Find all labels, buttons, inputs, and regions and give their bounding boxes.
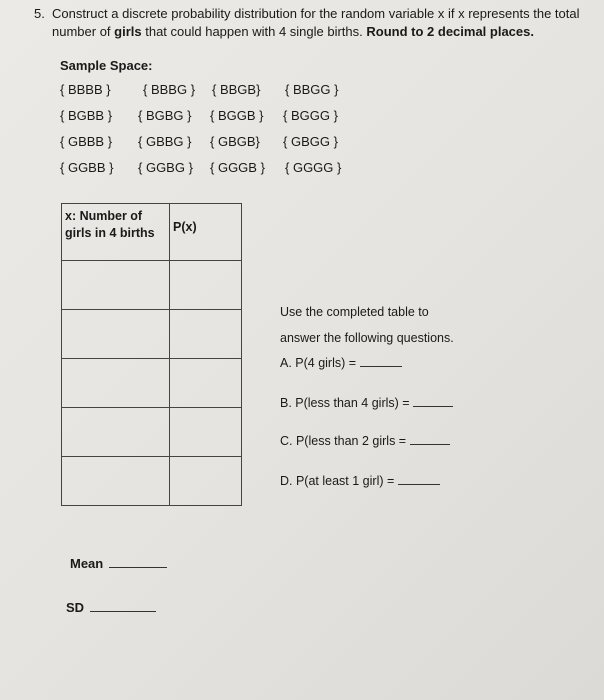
answer-c-blank[interactable]: [410, 444, 450, 445]
questions-intro-line2: answer the following questions.: [280, 331, 454, 345]
sample-space-label: Sample Space:: [60, 58, 153, 73]
answer-a-blank[interactable]: [360, 366, 402, 367]
question-text-bold-round: Round to 2 decimal places.: [366, 24, 534, 39]
question-text-line1: Construct a discrete probability distribution for the random variable x if x represents the total: [52, 6, 580, 21]
table-row: [62, 408, 242, 457]
table-row: [62, 457, 242, 506]
outcome: { BGBG }: [138, 108, 192, 123]
questions-intro-line1: Use the completed table to: [280, 305, 429, 319]
cell-x[interactable]: [62, 310, 170, 359]
table-row: [62, 359, 242, 408]
outcome: { GGBG }: [138, 160, 193, 175]
cell-x[interactable]: [62, 408, 170, 457]
cell-px[interactable]: [170, 310, 242, 359]
cell-px[interactable]: [170, 408, 242, 457]
cell-px[interactable]: [170, 457, 242, 506]
distribution-table: [61, 203, 242, 506]
question-d: [280, 474, 440, 488]
question-number: 5.: [34, 6, 45, 21]
outcome: { BBGB}: [212, 82, 261, 97]
question-text-bold-girls: girls: [114, 24, 142, 39]
question-a-text: A. P(4 girls) =: [280, 356, 357, 370]
outcome: { GGGB }: [210, 160, 265, 175]
question-b-text: B. P(less than 4 girls) =: [280, 396, 410, 410]
outcome: { GBBB }: [60, 134, 113, 149]
header-x-line2: girls in 4 births: [65, 226, 155, 240]
table-row: [62, 310, 242, 359]
outcome: { GBBG }: [138, 134, 192, 149]
sd-row: [66, 600, 156, 615]
cell-x[interactable]: [62, 261, 170, 310]
answer-b-blank[interactable]: [413, 406, 453, 407]
cell-x[interactable]: [62, 359, 170, 408]
cell-x[interactable]: [62, 457, 170, 506]
question-b: [280, 396, 453, 410]
outcome: { BGBB }: [60, 108, 113, 123]
question-d-text: D. P(at least 1 girl) =: [280, 474, 395, 488]
header-px: [170, 204, 242, 261]
header-x: [62, 204, 170, 261]
outcome: { BGGG }: [283, 108, 338, 123]
outcome: { GGGG }: [285, 160, 342, 175]
question-text-part: that could happen with 4 single births.: [141, 24, 367, 39]
mean-blank[interactable]: [109, 567, 167, 568]
outcome: { BGGB }: [210, 108, 264, 123]
mean-row: [70, 556, 167, 571]
question-c-text: C. P(less than 2 girls =: [280, 434, 407, 448]
header-px-label: P(x): [173, 220, 197, 234]
outcome: { BBGG }: [285, 82, 339, 97]
question-text-part: number of: [52, 24, 115, 39]
question-a: [280, 356, 402, 370]
cell-px[interactable]: [170, 261, 242, 310]
table-header-row: [62, 204, 242, 261]
question-text-line2: [52, 24, 534, 39]
table-row: [62, 261, 242, 310]
header-x-line1: x: Number of: [65, 209, 143, 223]
outcome: { BBBG }: [143, 82, 196, 97]
outcome: { BBBB }: [60, 82, 111, 97]
outcome: { GBGG }: [283, 134, 338, 149]
outcome: { GGBB }: [60, 160, 114, 175]
outcome: { GBGB}: [210, 134, 260, 149]
mean-label: Mean: [70, 556, 104, 571]
sd-label: SD: [66, 600, 85, 615]
question-c: [280, 434, 450, 448]
cell-px[interactable]: [170, 359, 242, 408]
answer-d-blank[interactable]: [398, 484, 440, 485]
sd-blank[interactable]: [90, 611, 156, 612]
